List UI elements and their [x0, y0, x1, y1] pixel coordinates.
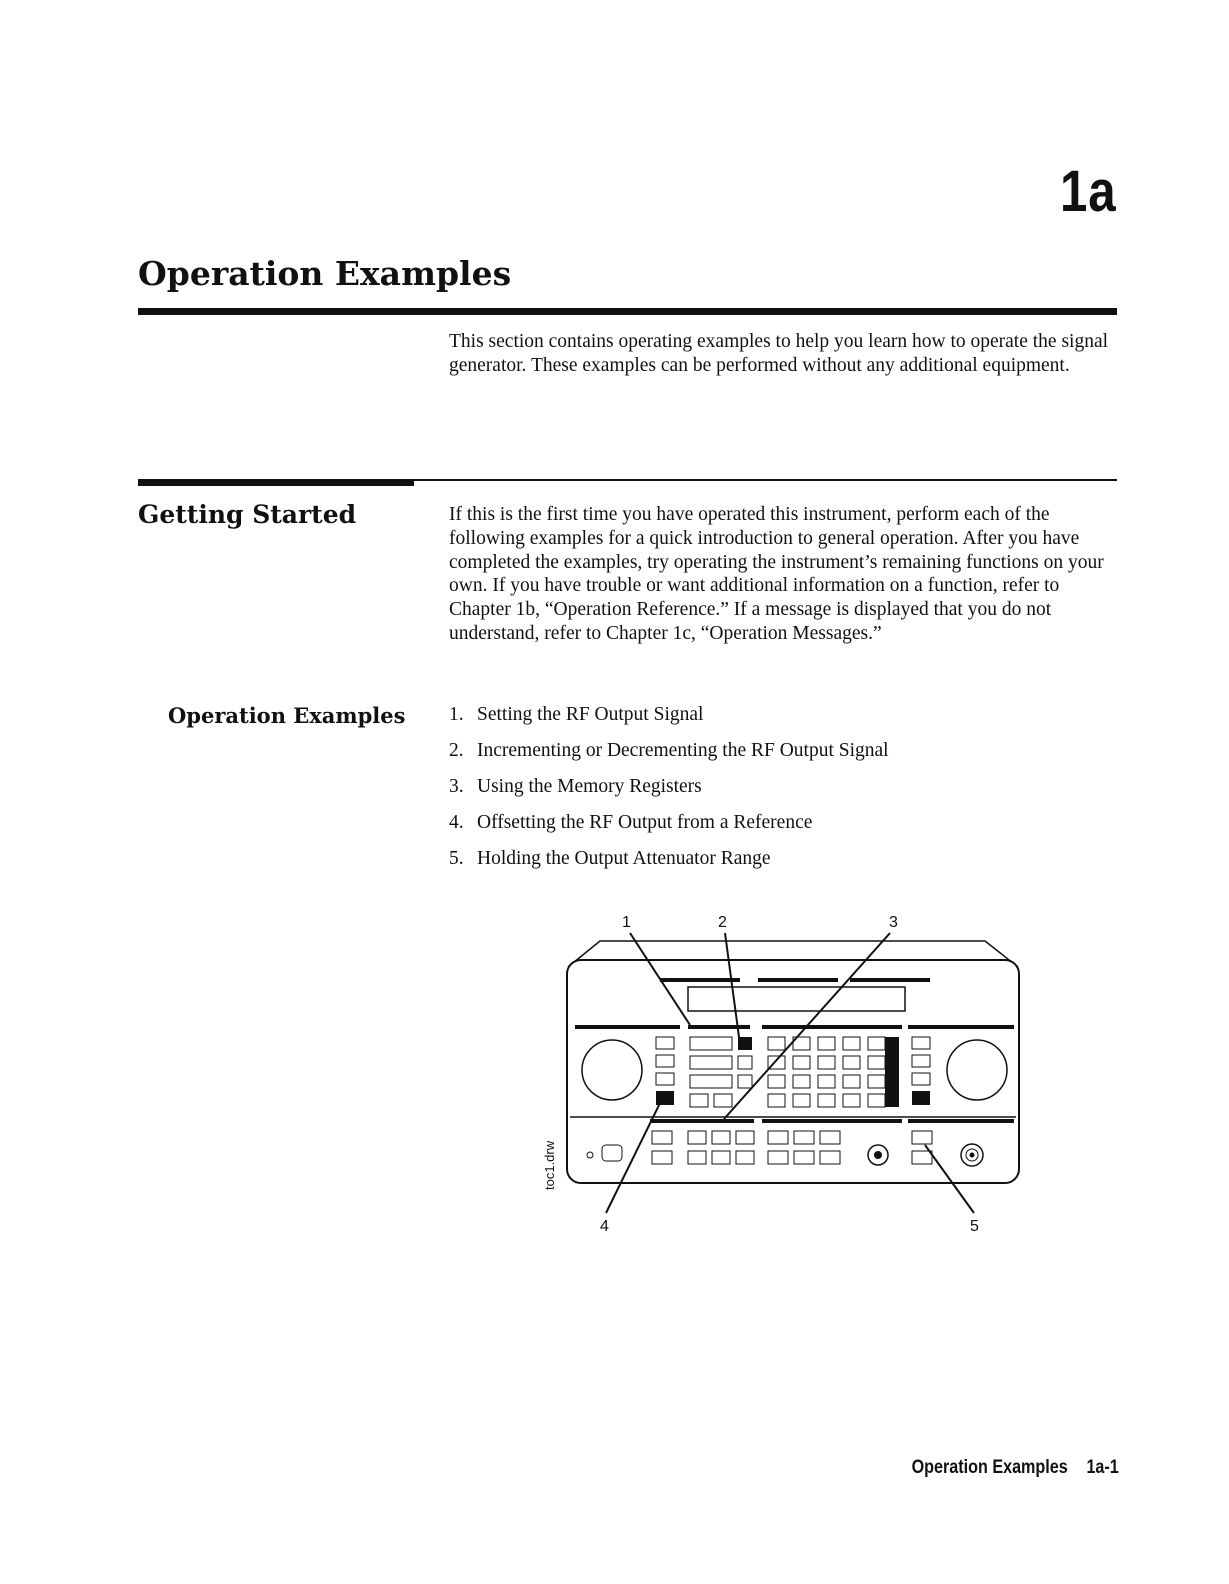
list-item: 5. Holding the Output Attenuator Range — [449, 848, 771, 869]
examples-list — [449, 703, 889, 883]
examples-heading: Operation Examples — [168, 703, 406, 728]
title-rule — [138, 308, 1117, 315]
callout-3: 3 — [889, 914, 898, 931]
footer-page-number: 1a-1 — [1086, 1457, 1119, 1478]
page-title: Operation Examples — [138, 254, 512, 293]
intro-paragraph: This section contains operating examples to help you learn how to operate the signal generator. These examples can be performed without any additional equipment. — [449, 331, 1109, 376]
chapter-number: 1a — [1060, 159, 1117, 224]
callout-2: 2 — [718, 914, 727, 931]
callout-4: 4 — [600, 1218, 609, 1235]
section-rule-bar — [138, 479, 414, 486]
list-item: 1. Setting the RF Output Signal — [449, 704, 704, 725]
list-item: 3. Using the Memory Registers — [449, 776, 702, 797]
front-panel-figure — [540, 905, 1040, 1245]
list-item: 2. Incrementing or Decrementing the RF Output Signal — [449, 740, 889, 761]
list-item: 4. Offsetting the RF Output from a Reference — [449, 812, 813, 833]
footer-section: Operation Examples — [911, 1457, 1068, 1478]
getting-started-paragraph: If this is the first time you have operated this instrument, perform each of the following examples for a quick introduction to general operation. After you have completed the examples, try operating the instrument’s remaining functions on your own. If you have trouble or want additional information on a function, refer to Chapter 1b, “Operation Reference.” If a message is displayed that you do not understand, refer to Chapter 1c, “Operation Messages.” — [449, 504, 1104, 644]
drawing-file-label: toc1.drw — [542, 1140, 557, 1190]
callout-5: 5 — [970, 1218, 979, 1235]
callout-1: 1 — [622, 914, 631, 931]
front-panel-illustration — [540, 905, 1040, 1245]
page-footer — [912, 1457, 1119, 1479]
getting-started-heading: Getting Started — [138, 500, 357, 529]
